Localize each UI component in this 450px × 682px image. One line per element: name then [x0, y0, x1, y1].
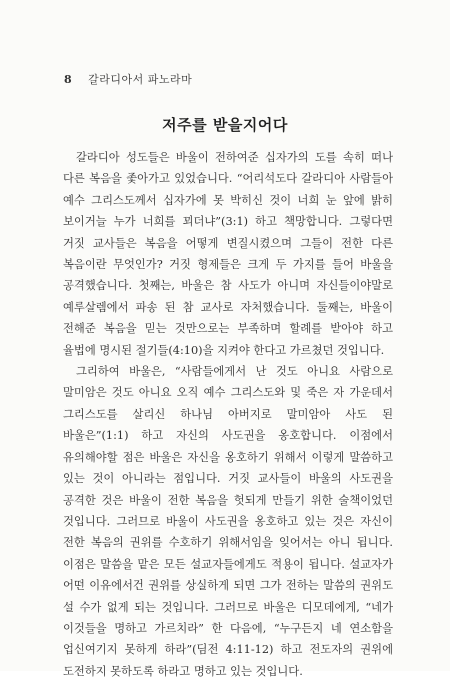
chapter-title: 저주를 받을지어다 [162, 116, 288, 134]
paragraph-1: 갈라디아 성도들은 바울이 전하여준 십자가의 도를 속히 떠나 다른 복음을 좇아가고 있었습니다. “어리석도다 갈라디아 사람들아 예수 그리스도께서 십자가에 못 박히신 것이 너희 눈 앞에 밝히 보이거늘 누가 너희를 꾀더냐”(3:1) 하고 책망합니다. 그렇다면 거짓 교사들은 복음을 어떻게 변질시켰으며 그들이 전한 다른 복음이란 무엇인가? 거짓 형제들은 크게 두 가지를 들어 바울을 공격했습니다. 첫째는, 바울은 참 사도가 아니며 자신들이야말로 예루살렘에서 파송 된 참 교사로 자처했습니다. 둘째는, 바울이 전해준 복음을 믿는 것만으로는 부족하며 할례를 받아야 하고 율법에 명시된 절기들(4:10)을 지켜야 한다고 가르쳤던 것입니다. [63, 151, 393, 357]
running-head [64, 71, 192, 87]
page-number: 8 [64, 73, 73, 86]
paragraph-2: 그리하여 바울은, “사람들에게서 난 것도 아니요 사람으로 말미암은 것도 아니요 오직 예수 그리스도와 및 죽은 자 가운데서 그리스도를 살리신 하나님 아버지로 말미암아 사도 된 바울은”(1:1) 하고 자신의 사도권을 옹호합니다. 이점에서 유의해야할 점은 바울은 자신을 옹호하기 위해서 이렇게 말씀하고 있는 것이 아니라는 점입니다. 거짓 교사들이 바울의 사도권을 공격한 것은 바울이 전한 복음을 헛되게 만들기 위한 술책이었던 것입니다. 그러므로 바울이 사도권을 옹호하고 있는 것은 자신이 전한 복음의 권위를 수호하기 위해서임을 잊어서는 아니 됩니다. 이점은 말씀을 맡은 모든 설교자들에게도 적용이 됩니다. 설교자가 어떤 이유에서건 권위를 상실하게 되면 그가 전하는 말씀의 권위도 설 수가 없게 되는 것입니다. 그러므로 바울은 디모데에게, “네가 이것들을 명하고 가르치라” 한 다음에, “누구든지 네 연소함을 업신여기지 못하게 하라”(딤전 4:11-12) 하고 전도자의 권위에 도전하지 못하도록 하라고 명하고 있는 것입니다. [63, 365, 393, 678]
body-text [63, 147, 393, 682]
book-title: 갈라디아서 파노라마 [88, 73, 193, 86]
